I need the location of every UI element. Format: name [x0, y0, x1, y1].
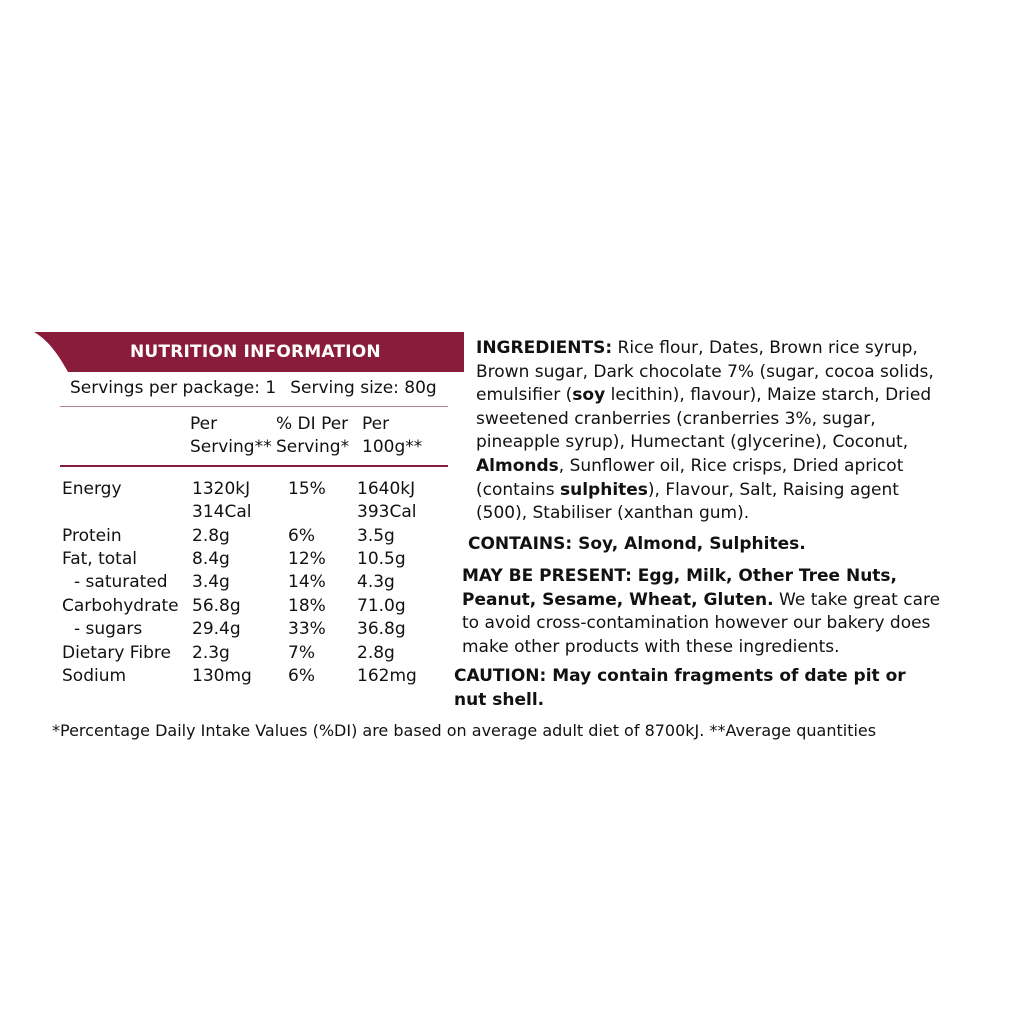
row-name: Protein	[62, 526, 122, 546]
row-di: 6%	[288, 526, 315, 546]
row-di: 12%	[288, 549, 326, 569]
row-name: Carbohydrate	[62, 596, 179, 616]
row-per-100g-2: 393Cal	[357, 502, 417, 522]
row-per-serving: 8.4g	[192, 549, 230, 569]
caution-block: CAUTION: May contain fragments of date pit or nut shell.	[454, 666, 906, 710]
ingredients-label: INGREDIENTS:	[476, 338, 613, 358]
nutrition-banner	[34, 332, 464, 372]
divider-top	[60, 406, 448, 407]
row-di: 6%	[288, 666, 315, 686]
servings-per-package: Servings per package: 1	[70, 378, 277, 398]
row-per-100g: 71.0g	[357, 596, 406, 616]
header-di: % DI Per Serving*	[276, 414, 350, 457]
row-per-100g: 2.8g	[357, 643, 395, 663]
row-di: 14%	[288, 572, 326, 592]
row-per-100g: 3.5g	[357, 526, 395, 546]
header-per-serving: Per Serving**	[190, 414, 272, 457]
footnote: *Percentage Daily Intake Values (%DI) are based on average adult diet of 8700kJ. **Average quantities	[52, 721, 877, 740]
row-per-100g: 1640kJ	[357, 479, 416, 499]
row-name: Sodium	[62, 666, 127, 686]
may-be-present-block: MAY BE PRESENT: Egg, Milk, Other Tree Nuts, Peanut, Sesame, Wheat, Gluten. We take great care to avoid cross-contamination however our bakery does make other products with these ingredients.	[462, 566, 941, 657]
row-per-100g: 4.3g	[357, 572, 395, 592]
nutrition-title: NUTRITION INFORMATION	[130, 342, 381, 362]
contains-block: CONTAINS: Soy, Almond, Sulphites.	[468, 534, 806, 554]
row-per-serving: 130mg	[192, 666, 252, 686]
row-di: 18%	[288, 596, 326, 616]
row-name: Fat, total	[62, 549, 137, 569]
row-name: - sugars	[74, 619, 143, 639]
row-per-100g: 162mg	[357, 666, 417, 686]
row-di: 7%	[288, 643, 315, 663]
row-per-100g: 36.8g	[357, 619, 406, 639]
row-di: 15%	[288, 479, 326, 499]
row-per-serving: 1320kJ	[192, 479, 251, 499]
row-name: - saturated	[74, 572, 168, 592]
header-per-100g: Per 100g**	[362, 414, 423, 457]
row-per-serving: 2.8g	[192, 526, 230, 546]
row-per-serving-2: 314Cal	[192, 502, 252, 522]
row-per-serving: 29.4g	[192, 619, 241, 639]
row-per-100g: 10.5g	[357, 549, 406, 569]
divider-header	[60, 465, 448, 467]
ingredients-block: INGREDIENTS: Rice flour, Dates, Brown rice syrup, Brown sugar, Dark chocolate 7% (sugar, cocoa solids, emulsifier (soy lecithin), flavour), Maize starch, Dried sweetened cranberries (cranberries 3%, sugar, pineapple syrup), Humectant (glycerine), Coconut, Almonds, Sunflower oil, Rice crisps, Dried apricot (contains sulphites), Flavour, Salt, Raising agent (500), Stabiliser (xanthan gum).	[476, 338, 934, 524]
row-per-serving: 2.3g	[192, 643, 230, 663]
row-per-serving: 3.4g	[192, 572, 230, 592]
row-name: Energy	[62, 479, 122, 499]
row-per-serving: 56.8g	[192, 596, 241, 616]
serving-size: Serving size: 80g	[290, 378, 437, 398]
row-di: 33%	[288, 619, 326, 639]
servings-line	[70, 378, 437, 398]
row-name: Dietary Fibre	[62, 643, 171, 663]
